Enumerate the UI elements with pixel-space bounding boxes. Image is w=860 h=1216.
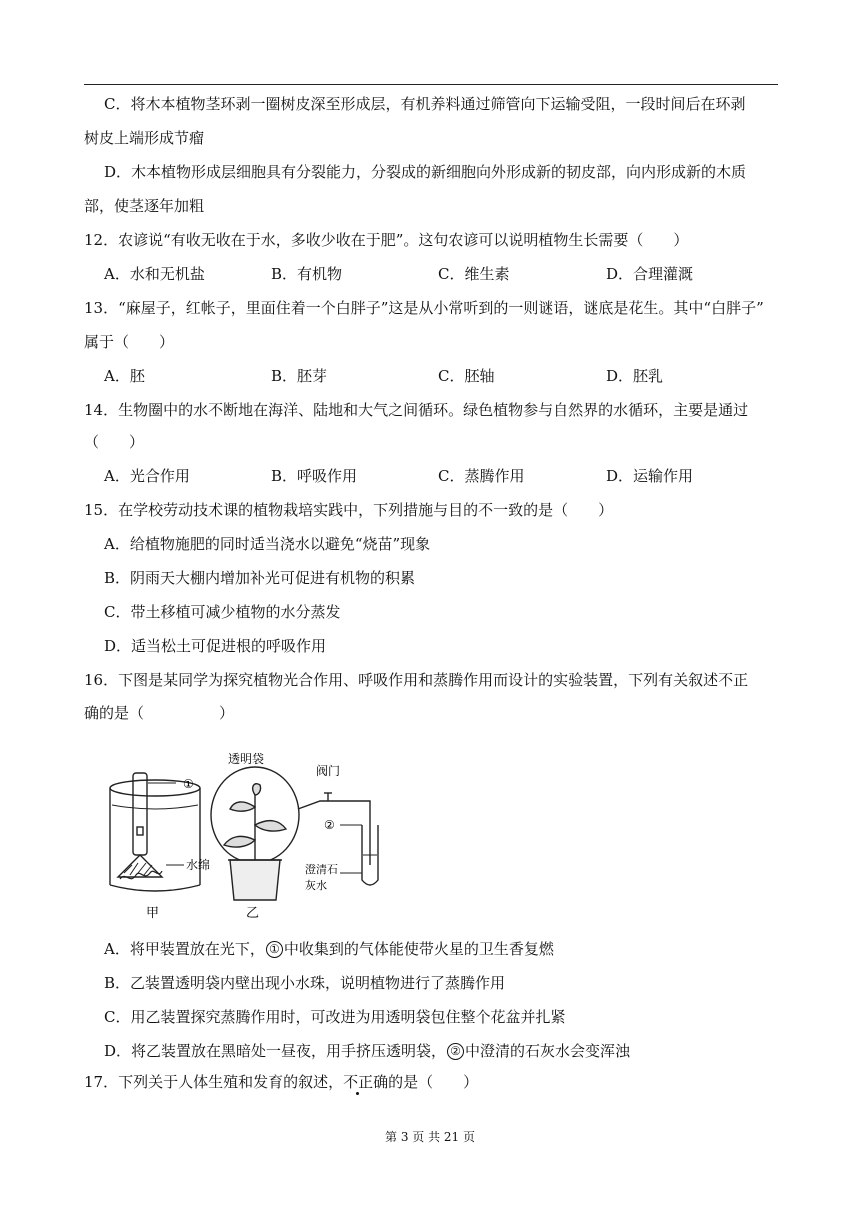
label-1: ① [183,777,194,791]
q12-option-a: A．水和无机盐 [104,265,205,283]
q16-option-d [104,1041,630,1061]
q11-option-c-line2: 树皮上端形成节瘤 [84,129,205,147]
q13-stem-line1: 13．“麻屋子，红帐子，里面住着一个白胖子”这是从小常听到的一则谜语，谜底是花生。其中“白胖子” [84,299,764,317]
apparatus-yi [211,767,378,900]
q14-option-d: D．运输作用 [606,467,694,485]
label-yi: 乙 [246,906,260,921]
q15-option-b: B．阴雨天大棚内增加补光可促进有机物的积累 [104,569,416,587]
q17-stem: 17．下列关于人体生殖和发育的叙述，不正确的是（ ） [84,1073,479,1091]
label-lime-1: 澄清石 [305,863,338,876]
q12-option-d: D．合理灌溉 [606,265,694,283]
q14-stem-line2: （ ） [84,433,145,451]
emphasis-dot [356,1092,359,1095]
q15-option-a: A．给植物施肥的同时适当浇水以避免“烧苗”现象 [104,535,431,553]
q16-option-d-num: ② [447,1043,464,1060]
q15-option-d: D．适当松土可促进根的呼吸作用 [104,637,327,655]
q12-option-c: C．维生素 [438,265,510,283]
q11-option-c-line1: C．将木本植物茎环剥一圈树皮深至形成层，有机养料通过筛管向下运输受阻，一段时间后在环剥 [104,95,746,113]
experiment-figure [100,745,400,925]
q11-option-d-line1: D．木本植物形成层细胞具有分裂能力，分裂成的新细胞向外形成新的韧皮部，向内形成新的木质 [104,163,747,181]
label-lime-2: 灰水 [305,879,327,892]
label-sponge: 水绵 [186,858,211,872]
q16-option-a [104,939,554,959]
q13-stem-line2: 属于（ ） [84,333,175,351]
q13-option-d: D．胚乳 [606,367,664,385]
q16-option-c: C．用乙装置探究蒸腾作用时，可改进为用透明袋包住整个花盆并扎紧 [104,1008,566,1026]
q16-option-a-post: 中收集到的气体能使带火星的卫生香复燃 [283,940,554,958]
q14-option-a: A．光合作用 [104,467,190,485]
experiment-diagram [100,745,400,925]
header-rule [84,84,778,85]
q16-option-b: B．乙装置透明袋内壁出现小水珠，说明植物进行了蒸腾作用 [104,974,506,992]
label-2: ② [324,818,335,832]
q14-stem-line1: 14．生物圈中的水不断地在海洋、陆地和大气之间循环。绿色植物参与自然界的水循环，主要是通过 [84,401,749,419]
q11-option-d-line2: 部，使茎逐年加粗 [84,197,205,215]
q16-option-d-pre: D．将乙装置放在黑暗处一昼夜，用手挤压透明袋， [104,1042,447,1060]
q16-option-d-post: 中澄清的石灰水会变浑浊 [465,1042,631,1060]
q13-option-a: A．胚 [104,367,145,385]
q12-option-b: B．有机物 [271,265,343,283]
label-bag: 透明袋 [228,752,265,766]
page-footer: 第 3 页 共 21 页 [385,1130,475,1144]
label-valve: 阀门 [316,764,341,778]
label-jia: 甲 [146,906,160,921]
q15-stem: 15．在学校劳动技术课的植物栽培实践中，下列措施与目的不一致的是（ ） [84,501,614,519]
q15-option-c: C．带土移植可减少植物的水分蒸发 [104,603,341,621]
q13-option-c: C．胚轴 [438,367,495,385]
q14-option-c: C．蒸腾作用 [438,467,525,485]
q13-option-b: B．胚芽 [271,367,328,385]
q12-stem: 12．农谚说“有收无收在于水，多收少收在于肥”。这句农谚可以说明植物生长需要（ ） [84,231,689,249]
q16-option-a-pre: A．将甲装置放在光下， [104,940,265,958]
q14-option-b: B．呼吸作用 [271,467,358,485]
q16-stem-line2: 确的是（ ） [84,704,235,722]
q16-option-a-num: ① [266,941,283,958]
q16-stem-line1: 16．下图是某同学为探究植物光合作用、呼吸作用和蒸腾作用而设计的实验装置，下列有关叙述不正 [84,671,749,689]
